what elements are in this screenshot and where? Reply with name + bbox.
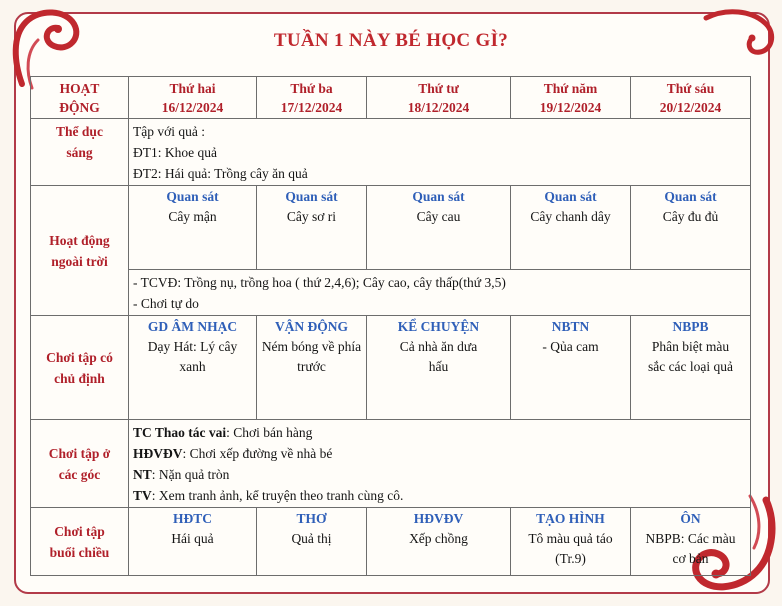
corner-text: Chơi xếp đường về nhà bé xyxy=(189,446,333,461)
row-label-morning-exercise xyxy=(31,119,129,186)
row-outdoor-games xyxy=(31,270,751,316)
label-line: sáng xyxy=(66,145,93,160)
corner-line xyxy=(133,422,746,443)
outdoor-games-content xyxy=(129,270,751,316)
cell-heading: KỂ CHUYỆN xyxy=(397,319,480,334)
corner-key: NT xyxy=(133,467,152,482)
label-line: buổi chiều xyxy=(49,544,110,560)
header-activity-line1: HOẠT xyxy=(59,80,100,96)
day-date: 17/12/2024 xyxy=(280,99,343,115)
label-line: các góc xyxy=(58,466,101,482)
afternoon-cell-monday xyxy=(129,508,257,576)
text-line: - TCVĐ: Trồng nụ, trồng hoa ( thứ 2,4,6); Cây cao, cây thấp(thứ 3,5) xyxy=(133,275,506,290)
cell-text: Hái quả xyxy=(171,531,214,546)
cell-text: xanh xyxy=(179,359,206,374)
label-line: Thể dục xyxy=(56,124,103,139)
observe-text: Cây chanh dây xyxy=(530,209,611,224)
header-row xyxy=(31,77,751,119)
row-label-afternoon xyxy=(31,508,129,576)
cell-heading: VẬN ĐỘNG xyxy=(274,319,349,334)
cell-heading: THƠ xyxy=(296,511,327,526)
afternoon-cell-tuesday xyxy=(257,508,367,576)
cell-text: Dạy Hát: Lý cây xyxy=(147,339,238,354)
cell-text: - Qủa cam xyxy=(542,339,599,354)
header-activity-line2: ĐỘNG xyxy=(59,99,100,115)
cell-heading: NBPB xyxy=(672,319,709,334)
observe-text: Cây mận xyxy=(168,209,217,224)
corner-sep: : xyxy=(151,488,159,503)
day-name: Thứ hai xyxy=(169,80,216,96)
page-title: TUẦN 1 NÀY BÉ HỌC GÌ? xyxy=(273,30,509,51)
cell-text: sắc các loại quả xyxy=(647,359,734,374)
cell-text: NBPB: Các màu xyxy=(645,531,736,546)
row-morning-exercise xyxy=(31,119,751,186)
observe-text: Cây cau xyxy=(416,209,461,224)
cell-heading: HĐVĐV xyxy=(413,511,464,526)
cell-text: cơ bản xyxy=(672,551,709,566)
cell-text: Cả nhà ăn dưa xyxy=(399,339,478,354)
cell-text: Phân biệt màu xyxy=(651,339,730,354)
day-date: 20/12/2024 xyxy=(659,99,722,115)
observe-cell-thursday xyxy=(511,186,631,270)
afternoon-cell-thursday xyxy=(511,508,631,576)
row-outdoor-observe xyxy=(31,186,751,270)
row-label-outdoor xyxy=(31,186,129,316)
day-name: Thứ năm xyxy=(543,80,598,96)
header-day-thursday xyxy=(511,77,631,119)
cell-text: Quả thị xyxy=(291,531,332,546)
corner-sep: : xyxy=(226,425,234,440)
header-activity-cell xyxy=(31,77,129,119)
observe-cell-tuesday xyxy=(257,186,367,270)
corner-sep: : xyxy=(182,446,190,461)
corner-line xyxy=(133,464,746,485)
corner-key: HĐVĐV xyxy=(133,446,183,461)
header-day-monday xyxy=(129,77,257,119)
day-name: Thứ sáu xyxy=(666,80,715,96)
label-line: Chơi tập ở xyxy=(48,445,111,461)
cell-text: hấu xyxy=(428,359,449,374)
corner-text: Xem tranh ảnh, kể truyện theo tranh cùng cô. xyxy=(158,488,404,503)
text-line: ĐT2: Hái quả: Trồng cây ăn quả xyxy=(133,166,308,181)
observe-heading: Quan sát xyxy=(412,189,465,204)
afternoon-cell-friday xyxy=(631,508,751,576)
corner-line xyxy=(133,485,746,506)
cell-heading: ÔN xyxy=(680,511,701,526)
planned-cell-monday xyxy=(129,316,257,420)
label-line: Chơi tập có xyxy=(46,349,113,365)
row-label-corners xyxy=(31,420,129,508)
cell-text: Tô màu quả táo xyxy=(528,531,613,546)
cell-heading: HĐTC xyxy=(172,511,212,526)
row-planned-play xyxy=(31,316,751,420)
planned-cell-wednesday xyxy=(367,316,511,420)
observe-heading: Quan sát xyxy=(544,189,597,204)
header-day-friday xyxy=(631,77,751,119)
text-line: - Chơi tự do xyxy=(133,296,199,311)
label-line: Chơi tập xyxy=(54,523,105,539)
corner-text: Nặn quả tròn xyxy=(158,467,230,482)
observe-cell-monday xyxy=(129,186,257,270)
cell-text: trước xyxy=(297,359,326,374)
row-label-planned-play xyxy=(31,316,129,420)
afternoon-cell-wednesday xyxy=(367,508,511,576)
planned-cell-tuesday xyxy=(257,316,367,420)
corner-text: Chơi bán hàng xyxy=(233,425,313,440)
day-date: 19/12/2024 xyxy=(539,99,602,115)
day-date: 16/12/2024 xyxy=(161,99,224,115)
cell-heading: TẠO HÌNH xyxy=(536,511,605,526)
observe-cell-wednesday xyxy=(367,186,511,270)
text-line: ĐT1: Khoe quả xyxy=(133,145,217,160)
day-date: 18/12/2024 xyxy=(407,99,470,115)
planned-cell-thursday xyxy=(511,316,631,420)
observe-text: Cây sơ ri xyxy=(286,209,337,224)
row-corners xyxy=(31,420,751,508)
corner-sep: : xyxy=(151,467,159,482)
cell-heading: NBTN xyxy=(551,319,590,334)
label-line: chủ định xyxy=(54,370,105,386)
corner-line xyxy=(133,443,746,464)
corners-content xyxy=(129,420,751,508)
row-afternoon xyxy=(31,508,751,576)
day-name: Thứ tư xyxy=(418,80,459,96)
observe-heading: Quan sát xyxy=(664,189,717,204)
corner-key: TC Thao tác vai xyxy=(133,425,227,440)
header-day-tuesday xyxy=(257,77,367,119)
planned-cell-friday xyxy=(631,316,751,420)
corner-key: TV xyxy=(133,488,152,503)
observe-text: Cây đu đủ xyxy=(662,209,719,224)
cell-text: Ném bóng về phía xyxy=(261,339,362,354)
header-day-wednesday xyxy=(367,77,511,119)
cell-heading: GD ÂM NHẠC xyxy=(147,319,238,334)
observe-heading: Quan sát xyxy=(166,189,219,204)
weekly-schedule-table xyxy=(30,76,751,576)
day-name: Thứ ba xyxy=(290,80,333,96)
observe-cell-friday xyxy=(631,186,751,270)
label-line: ngoài trời xyxy=(51,253,108,269)
morning-exercise-content xyxy=(129,119,751,186)
text-line: Tập với quả : xyxy=(133,124,205,139)
cell-text: (Tr.9) xyxy=(555,551,586,566)
observe-heading: Quan sát xyxy=(285,189,338,204)
cell-text: Xếp chồng xyxy=(409,531,468,546)
label-line: Hoạt động xyxy=(49,232,110,248)
